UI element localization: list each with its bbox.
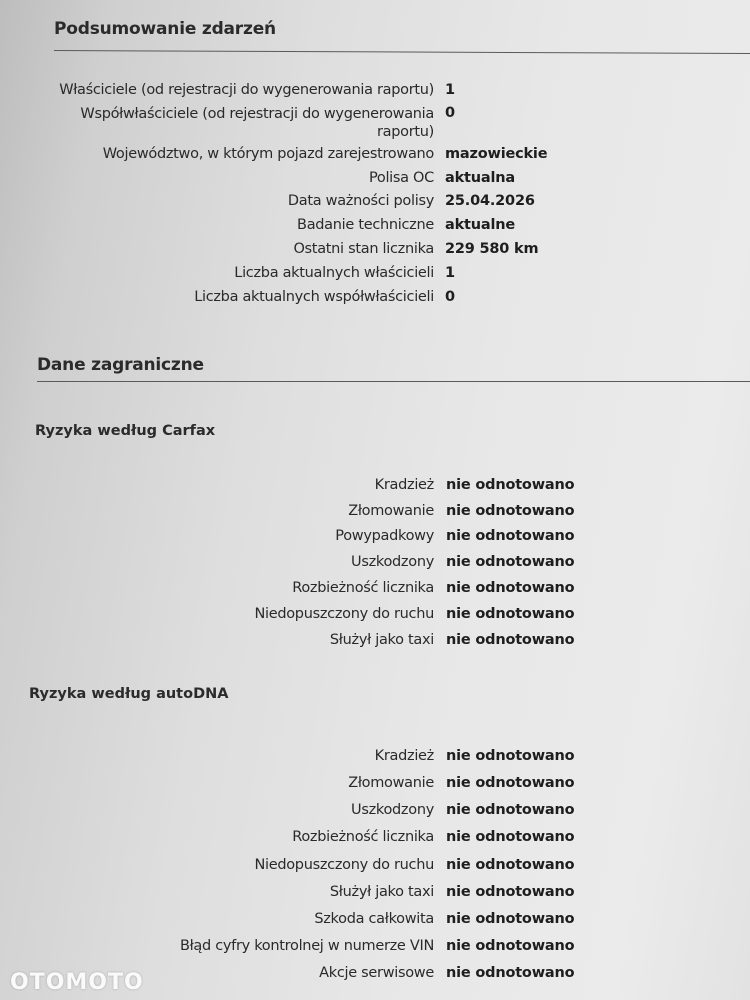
summary-row [0, 193, 750, 215]
row-label: Powypadkowy [335, 528, 434, 544]
autodna-row [0, 884, 750, 906]
row-value: aktualne [445, 217, 515, 233]
row-label: Niedopuszczony do ruchu [254, 606, 434, 622]
row-value: 229 580 km [445, 241, 539, 257]
row-label: Złomowanie [348, 775, 434, 791]
row-label: Służył jako taxi [329, 884, 434, 900]
row-label: Ostatni stan licznika [293, 241, 434, 257]
row-label: Akcje serwisowe [319, 965, 434, 981]
summary-row [0, 82, 750, 104]
row-value: nie odnotowano [446, 632, 575, 648]
row-label: Błąd cyfry kontrolnej w numerze VIN [179, 938, 434, 954]
row-value: 1 [445, 265, 455, 281]
row-label: Właściciele (od rejestracji do wygenerowania raportu) [59, 82, 434, 98]
row-value: nie odnotowano [446, 554, 575, 570]
carfax-row [0, 554, 750, 576]
row-value: nie odnotowano [446, 606, 575, 622]
row-value: nie odnotowano [446, 884, 575, 900]
autodna-row [0, 857, 750, 879]
carfax-row [0, 477, 750, 499]
foreign-divider [37, 381, 750, 382]
row-label: Polisa OC [368, 170, 434, 186]
row-value: aktualna [445, 170, 515, 186]
row-value: nie odnotowano [446, 528, 575, 544]
summary-title: Podsumowanie zdarzeń [54, 19, 276, 39]
row-label: Liczba aktualnych współwłaścicieli [194, 289, 434, 305]
row-value: nie odnotowano [446, 477, 575, 493]
row-value: 0 [445, 105, 455, 121]
row-label: Uszkodzony [351, 554, 434, 570]
carfax-title: Ryzyka według Carfax [35, 423, 216, 439]
foreign-title: Dane zagraniczne [37, 355, 204, 375]
row-value: nie odnotowano [446, 580, 575, 596]
summary-row [0, 105, 750, 145]
row-value: 25.04.2026 [445, 193, 535, 209]
row-value: nie odnotowano [446, 965, 575, 981]
summary-row [0, 146, 750, 168]
row-value: nie odnotowano [446, 802, 575, 818]
row-value: nie odnotowano [446, 829, 575, 845]
autodna-row [0, 775, 750, 797]
autodna-title: Ryzyka według autoDNA [29, 686, 229, 702]
autodna-row [0, 911, 750, 933]
row-value: nie odnotowano [446, 911, 575, 927]
autodna-row [0, 938, 750, 960]
row-label: Służył jako taxi [329, 632, 434, 648]
summary-row [0, 170, 750, 192]
autodna-row [0, 829, 750, 851]
row-label: Data ważności polisy [287, 193, 434, 209]
carfax-row [0, 580, 750, 602]
summary-row [0, 265, 750, 287]
row-value: nie odnotowano [446, 938, 575, 954]
row-value: nie odnotowano [446, 857, 575, 873]
row-value: 1 [445, 82, 455, 98]
row-label: Uszkodzony [351, 802, 434, 818]
carfax-row [0, 528, 750, 550]
row-label: Rozbieżność licznika [292, 829, 434, 845]
summary-row [0, 217, 750, 239]
carfax-row [0, 606, 750, 628]
otomoto-watermark: OTOMOTO [10, 970, 144, 995]
summary-divider [54, 50, 750, 54]
row-label: Kradzież [374, 748, 434, 764]
row-label: Kradzież [374, 477, 434, 493]
row-label: Rozbieżność licznika [292, 580, 434, 596]
carfax-row [0, 632, 750, 654]
row-value: mazowieckie [445, 146, 548, 162]
row-label: Liczba aktualnych właścicieli [234, 265, 434, 281]
summary-row [0, 289, 750, 311]
row-label: Współwłaściciele (od rejestracji do wygenerowania raportu) [80, 106, 434, 140]
autodna-row [0, 748, 750, 770]
row-label: Niedopuszczony do ruchu [254, 857, 434, 873]
row-label: Województwo, w którym pojazd zarejestrowano [102, 146, 434, 162]
row-value: 0 [445, 289, 455, 305]
row-label: Badanie techniczne [297, 217, 434, 233]
row-value: nie odnotowano [446, 775, 575, 791]
row-label: Szkoda całkowita [314, 911, 434, 927]
autodna-row [0, 802, 750, 824]
summary-row [0, 241, 750, 263]
carfax-row [0, 503, 750, 525]
row-value: nie odnotowano [446, 503, 575, 519]
row-label: Złomowanie [348, 503, 434, 519]
row-value: nie odnotowano [446, 748, 575, 764]
